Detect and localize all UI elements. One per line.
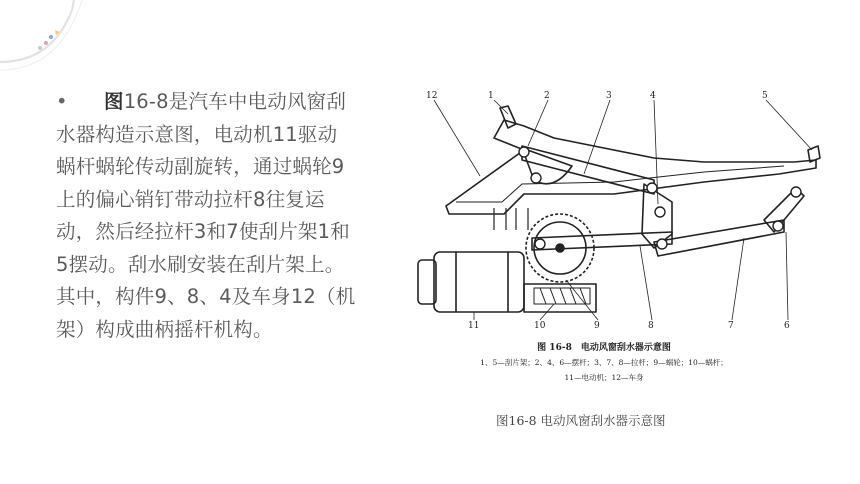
label-6: 6: [784, 321, 790, 331]
label-5: 5: [762, 91, 768, 101]
link-3: [522, 146, 654, 194]
description-paragraph: [56, 86, 356, 346]
bullet-icon: •: [56, 90, 68, 113]
paragraph-body: 16-8是汽车中电动风窗刮水器构造示意图，电动机11驱动蜗杆蜗轮传动副旋转，通过蜗轮9上的偏心销钉带动拉杆8往复运动，然后经拉杆3和7使刮片架1和5摆动。刮水刷安装在刮片架上。其中，构件9、8、4及车身12（机架）构成曲柄摇杆机构。: [56, 90, 356, 341]
figure-caption: 图16-8 电动风窗刮水器示意图: [496, 413, 666, 428]
label-3: 3: [606, 91, 612, 101]
wiper-mechanism-diagram: [404, 84, 834, 394]
link-7: [654, 220, 784, 256]
motor-11: [434, 252, 524, 312]
inner-caption-legend-1: 1、5—刮片架；2、4、6—摆杆；3、7、8—拉杆；9—蜗轮；10—蜗杆；: [480, 358, 728, 367]
label-12: 12: [426, 91, 438, 101]
label-10: 10: [534, 321, 546, 331]
label-1: 1: [488, 91, 494, 101]
paragraph-lead: 图: [104, 90, 124, 113]
corner-decoration: [0, 0, 100, 80]
wiper-bracket-1: [500, 106, 516, 128]
label-11: 11: [468, 321, 480, 331]
link-8: [532, 232, 672, 250]
car-body-frame: [446, 120, 816, 214]
label-2: 2: [544, 91, 550, 101]
wiper-bracket-5: [808, 146, 820, 162]
worm-10: [534, 288, 590, 304]
label-4: 4: [650, 91, 656, 101]
label-8: 8: [648, 321, 654, 331]
label-9: 9: [594, 321, 600, 331]
inner-caption-title: 图 16-8 电动风窗刮水器示意图: [537, 343, 671, 353]
label-7: 7: [728, 321, 734, 331]
inner-caption-legend-2: 11—电动机；12—车身: [564, 373, 644, 382]
